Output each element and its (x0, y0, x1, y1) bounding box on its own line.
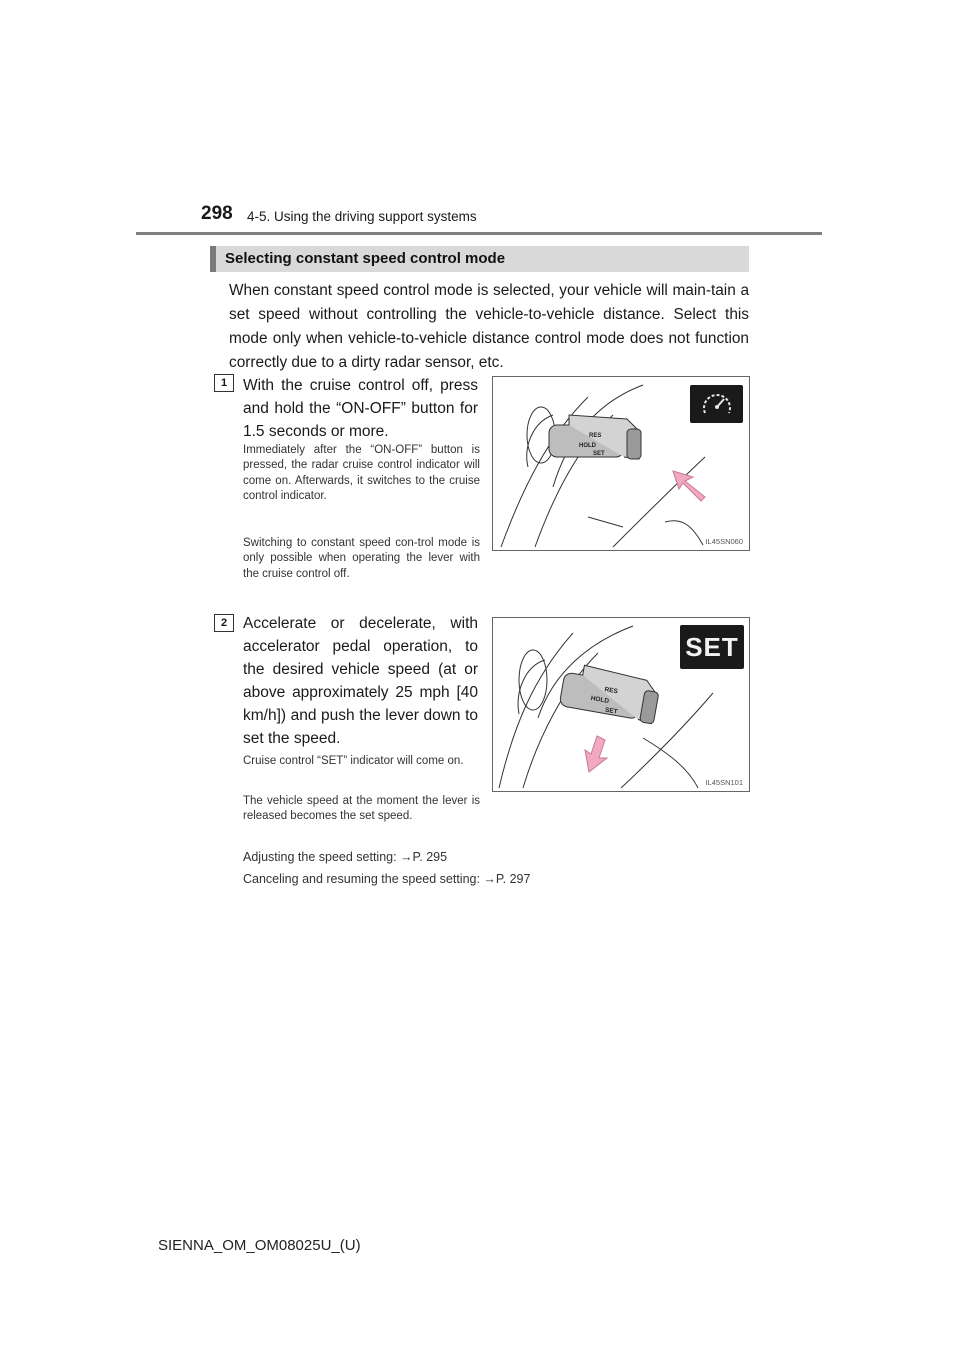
figure-step-2 (492, 617, 750, 792)
section-title: 4-5. Using the driving support systems (247, 209, 477, 224)
figure-step-1 (492, 376, 750, 551)
step-1-badge: 1 (214, 374, 234, 392)
document-footer: SIENNA_OM_OM08025U_(U) (158, 1237, 361, 1254)
intro-paragraph: When constant speed control mode is selected, your vehicle will main-tain a set speed without controlling the vehicle-to-vehicle distance. Select this mode only when vehicle-to-vehicle distance control mode does not function correctly due to a dirty radar sensor, etc. (229, 282, 749, 371)
header-rule (136, 232, 822, 235)
ref-adjusting-speed: Adjusting the speed setting: →P. 295 (243, 850, 448, 864)
figure-code: IL45SN060 (705, 537, 743, 546)
push-arrow-icon (673, 471, 705, 501)
figure-code: IL45SN101 (705, 778, 743, 787)
set-indicator-label: SET (685, 631, 739, 662)
lever-set-label: SET (593, 451, 605, 457)
lever-hold-label-2: HOLD (590, 694, 610, 706)
cruise-control-indicator (690, 385, 743, 423)
lever-res-label-2: RES (603, 686, 619, 696)
lever-set-label-2: SET (604, 706, 619, 716)
section-heading: Selecting constant speed control mode (210, 246, 749, 272)
step-2-note-1: Cruise control “SET” indicator will come on. (243, 755, 464, 767)
ref-canceling-resuming: Canceling and resuming the speed setting: →P. 297 (243, 872, 531, 886)
step-2-badge: 2 (214, 614, 234, 632)
lever-hold-label: HOLD (579, 443, 596, 449)
step-1-note-1: Immediately after the “ON-OFF” button is pressed, the radar cruise control indicator will come on. Afterwards, it switches to the cruise control indicator. (243, 444, 480, 502)
push-down-arrow-icon (585, 736, 607, 772)
speedometer-icon (699, 391, 735, 417)
step-2-note-2: The vehicle speed at the moment the lever is released becomes the set speed. (243, 795, 480, 823)
set-indicator (680, 625, 744, 669)
lever-res-label: RES (589, 433, 602, 439)
step-2-text: Accelerate or decelerate, with accelerator pedal operation, to the desired vehicle speed (at or above approximately 25 mph [40 km/h]) and push the lever down to set the speed. (243, 615, 478, 747)
step-1-note-2: Switching to constant speed con-trol mode is only possible when operating the lever with the cruise control off. (243, 537, 480, 580)
step-1-text: With the cruise control off, press and hold the “ON-OFF” button for 1.5 seconds or more. (243, 377, 478, 440)
page-number: 298 (201, 203, 233, 224)
